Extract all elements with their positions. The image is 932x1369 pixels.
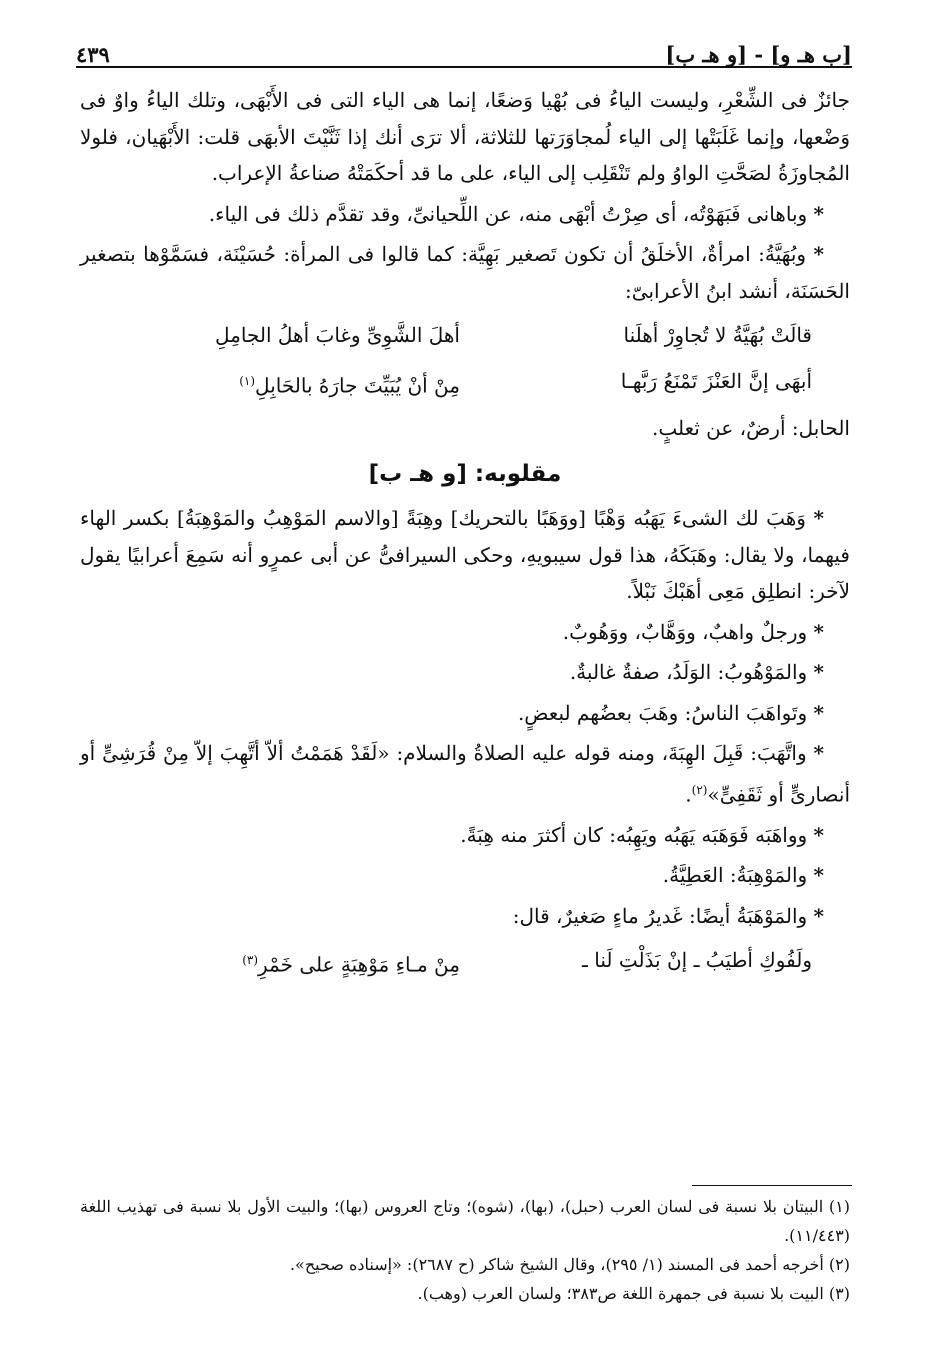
footnote-ref: (٢) [691,782,708,797]
paragraph [80,817,850,854]
header-topic: [ب هـ و] - [و هـ ب] [665,42,852,67]
paragraph [80,500,850,610]
verse-first-hemistich: أبهَى إنَّ العَنْزَ تَمْنَعُ رَبَّهـا [620,369,812,393]
paragraph [80,695,850,732]
footnotes [80,1192,850,1308]
paragraph [80,614,850,651]
star-marker: * [813,822,824,847]
paragraph [80,735,850,813]
main-text [80,82,850,989]
paragraph-text: وواهَبَه فَوَهَبَه يَهَبُه ويَهِبُه: كان أكثرَ منه هِبَةً. [460,822,808,847]
section-heading: مقلوبه: [و هـ ب] [368,461,562,488]
paragraph [80,857,850,894]
star-marker: * [813,506,824,531]
paragraph [80,898,850,935]
paragraph-text: واتَّهَبَ: قَبِلَ الهِبَةَ، ومنه قوله عليه الصلاةُ والسلام: «لَقَدْ هَمَمْتُ ألاّ أتَّهِبَ إلاّ مِنْ قُرَشِىٍّ أو أنصارىٍّ أو ثَقَفِىٍّ» [80,741,850,807]
paragraph: جائزٌ فى الشِّعْرِ، وليست الياءُ فى بُهْيا وَضعًا، إنما هى الياء التى فى الأَبْهَى، وتلك الياءُ واوٌ فى وَضْعها، وإنما غَلَبَتْها إلى الياء لُمجاوَرَتها للثلاثة، ألا ترَى أنك إذا ثَنَّيْتَ الأبهَى قلت: الأَبْهَيان، فلولا المُجاوزَةُ لصَحَّتِ الواوُ ولم تَنْقَلِب إلى الياء، على ما قد أحكَمَتْهُ صناعةُ الإعراب. [80,88,850,185]
star-marker: * [813,242,824,266]
star-marker: * [813,863,824,888]
paragraph [80,654,850,691]
star-marker: * [813,741,824,766]
verse-second-hemistich: أهلَ الشَّوِىِّ وغابَ أهلُ الجامِلِ [215,323,460,347]
star-marker: * [813,903,824,928]
paragraph [80,236,850,309]
star-marker: * [813,700,824,725]
footnote: (١) البيتان بلا نسبة فى لسان العرب (حبل)، (بها)، (شوه)؛ وتاج العروس (بها)؛ والبيت الأول بلا نسبة فى تهذيب اللغة (١١/٤٤٣). [80,1197,850,1245]
footnote-ref: (١) [239,374,256,388]
footnote-rule [692,1185,852,1186]
paragraph-text: والمَوْهَبَةُ أيضًا: غَديرُ ماءٍ صَغيرٌ، قال: [512,903,808,928]
verse-text: مِنْ مـاءِ مَوْهِبَةٍ على خَمْرِ [258,952,460,977]
paragraph-text: والمَوْهُوبُ: الوَلَدُ، صفةٌ غالبةٌ. [569,660,808,685]
paragraph-text: وَهَبَ لك الشىءَ يَهَبُه وَهْبًا [ووَهَبًا بالتحريك] وهِبَةً [والاسم المَوْهِبُ والمَوْهِبَةُ] بكسر الهاء فيهما، ولا يقال: وهَبَكَهُ، هذا قول سيبويهِ، وحكى السيرافىُّ عن أبى عمرٍو أنه سَمِعَ أعرابيًا يقول لآخر: انطلِق مَعِى أهَبْكَ نَبْلاً. [80,506,850,604]
paragraph-end: . [685,782,692,807]
poem-verse [80,315,850,355]
verse-second-hemistich [80,940,460,985]
paragraph-text: وبُهَيَّةُ: امرأةٌ، الأخلَقُ أن تكون تَصغير بَهِيَّة: كما قالوا فى المرأة: حُسَيْنَة، فسَمَّوْها بتصغير الحَسَنَة، أنشد ابنُ الأعرابىّ: [80,242,850,303]
star-marker: * [813,660,824,685]
paragraph-text: وتَواهَبَ الناسُ: وهَبَ بعضُهم لبعضٍ. [517,700,808,725]
paragraph-text: والمَوْهِبَةُ: العَطِيَّةُ. [662,863,808,888]
verse-text: مِنْ أنْ يُبَيِّتَ جارَهُ بالحَابِلِ [255,373,460,398]
paragraph [80,196,850,233]
star-marker: * [813,201,824,226]
paragraph-text: ورجلٌ واهبٌ، ووَهَّابٌ، ووَهُوبٌ. [562,619,808,644]
footnote-ref: (٣) [242,953,259,968]
verse-first-hemistich: ولَفُوكِ أطيَبُ ـ إنْ بَذَلْتِ لَنا ـ [582,948,812,973]
footnote: (٣) البيت بلا نسبة فى جمهرة اللغة ص٣٨٣؛ ولسان العرب (وهب). [417,1284,850,1303]
paragraph-text: وباهانى فَبَهَوْتُه، أى صِرْتُ أبْهَى منه، عن اللِّحيانىِّ، وقد تقدَّم ذلك فى الياء. [208,201,808,226]
poem-verse [80,940,850,985]
poem-verse [80,361,850,406]
star-marker: * [813,619,824,644]
header-rule [76,66,852,68]
page-number: ٤٣٩ [76,42,110,67]
running-header [76,28,852,68]
paragraph: الحابل: أرضٌ، عن ثعلبٍ. [651,415,850,440]
verse-first-hemistich: قالَتْ بُهَيَّةُ لا تُجاوِرْ أهلَنا [623,323,812,347]
verse-second-hemistich [80,361,460,406]
footnote: (٢) أخرجه أحمد فى المسند (١/ ٢٩٥)، وقال الشيخ شاكر (ح ٢٦٨٧): «إسناده صحيح». [289,1255,850,1274]
